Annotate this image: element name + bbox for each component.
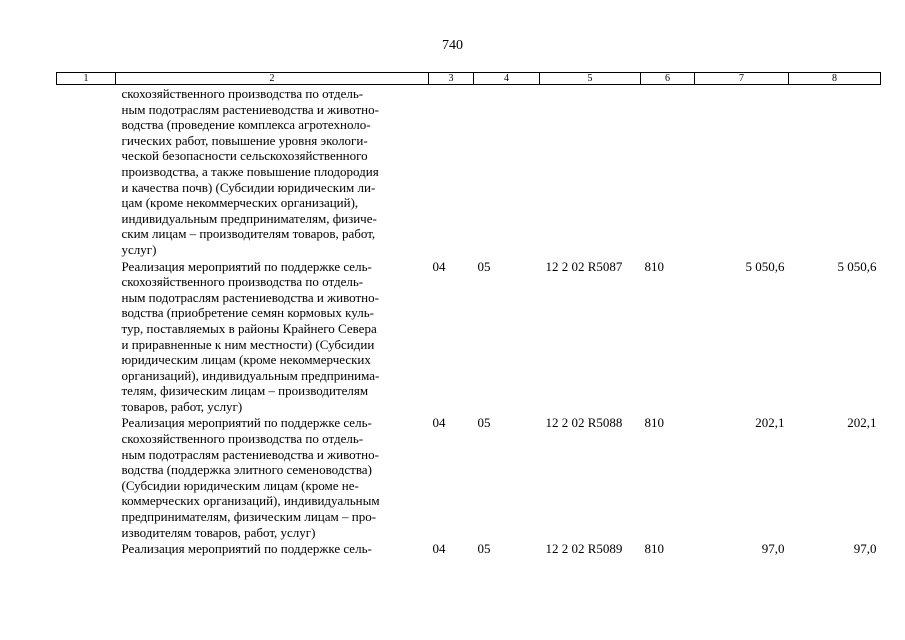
row-subsection: 05 — [477, 415, 491, 431]
column-header-8: 8 — [789, 73, 881, 85]
row-expense-kind — [641, 85, 695, 258]
table-body — [57, 85, 881, 557]
table-header — [57, 73, 881, 85]
row-amount-1 — [695, 85, 789, 258]
column-header-5: 5 — [540, 73, 641, 85]
table-row — [57, 414, 881, 540]
budget-table — [56, 72, 881, 557]
row-index-cell — [57, 85, 116, 258]
row-section: 04 — [432, 541, 446, 557]
row-description: Реализация мероприятий по поддержке сель- скохозяйственного производства по отдель- ным подотраслям растениеводства и животно- водства (приобретение семян кормовых куль- тур, поставляемых в районы Крайнего Севера и приравненные к ним местности) (Субсидии юридическим лицам (кроме некоммерческих организаций), индивидуальным предпринима- телям, физическим лицам – производителям товаров, работ, услуг) — [121, 258, 380, 414]
row-subsection: 05 — [477, 258, 491, 274]
row-target-code: 12 2 02 R5089 — [545, 541, 623, 557]
row-amount-2 — [789, 85, 881, 258]
row-expense-kind: 810 — [644, 541, 664, 557]
column-header-7: 7 — [695, 73, 789, 85]
column-header-1: 1 — [57, 73, 116, 85]
row-description: Реализация мероприятий по поддержке сель- — [121, 541, 372, 557]
row-amount-2: 202,1 — [847, 415, 877, 431]
row-expense-kind: 810 — [644, 415, 664, 431]
row-amount-2: 97,0 — [853, 541, 877, 557]
row-amount-1: 97,0 — [761, 541, 785, 557]
row-target-code — [540, 85, 641, 258]
row-description: Реализация мероприятий по поддержке сель- скохозяйственного производства по отдель- ным подотраслям растениеводства и животно- водства (поддержка элитного семеноводства) (Субсидии юридическим лицам (кроме не- коммерческих организаций), индивидуальным предпринимателям, физическим лицам – про- изводителям товаров, работ, услуг) — [121, 415, 380, 540]
row-amount-1: 202,1 — [755, 415, 785, 431]
row-subsection: 05 — [477, 541, 491, 557]
row-section: 04 — [432, 258, 446, 274]
row-amount-1: 5 050,6 — [745, 258, 785, 274]
row-index-cell — [57, 258, 116, 415]
page-number: 740 — [442, 38, 463, 53]
table-row — [57, 85, 881, 258]
column-header-3: 3 — [429, 73, 474, 85]
column-header-6: 6 — [641, 73, 695, 85]
row-section — [429, 85, 474, 258]
row-target-code: 12 2 02 R5087 — [545, 258, 623, 274]
column-number-row — [57, 73, 881, 85]
row-description: скохозяйственного производства по отдель- ным подотраслям растениеводства и животно- водства (проведение комплекса агротехноло- гических работ, повышение уровня экологи- ческой безопасности сельскохозяйственного производства, а также повышение плодородия и качества почв) (Субсидии юридическим ли- цам (кроме некоммерческих организаций), индивидуальным предпринимателям, физиче- ским лицам – производителям товаров, работ, услуг) — [121, 86, 379, 257]
row-expense-kind: 810 — [644, 258, 664, 274]
row-target-code: 12 2 02 R5088 — [545, 415, 623, 431]
column-header-4: 4 — [474, 73, 540, 85]
row-amount-2: 5 050,6 — [837, 258, 877, 274]
row-section: 04 — [432, 415, 446, 431]
row-subsection — [474, 85, 540, 258]
table-row — [57, 258, 881, 415]
row-index-cell — [57, 540, 116, 557]
row-index-cell — [57, 414, 116, 540]
table-row — [57, 540, 881, 557]
column-header-2: 2 — [116, 73, 429, 85]
